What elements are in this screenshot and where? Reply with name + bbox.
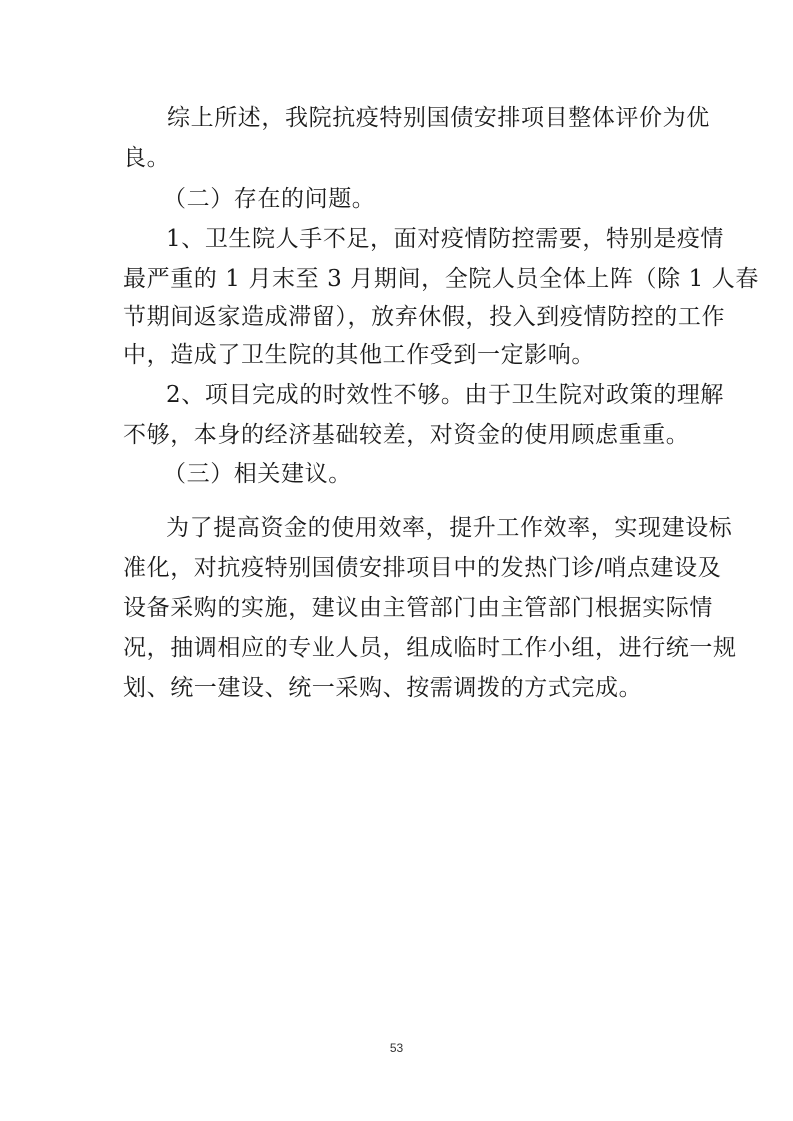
summary-line-2: 良。 xyxy=(123,145,171,171)
problem-2-line-1: 2、项目完成的时效性不够。由于卫生院对政策的理解 xyxy=(166,382,725,408)
suggestion-line-5: 划、统一建设、统一采购、按需调拨的方式完成。 xyxy=(123,675,643,701)
suggestion-line-2: 准化，对抗疫特别国债安排项目中的发热门诊/哨点建设及 xyxy=(123,555,722,581)
problem-1-line-4: 中，造成了卫生院的其他工作受到一定影响。 xyxy=(123,342,595,368)
heading-suggestions: （三）相关建议。 xyxy=(163,461,352,487)
problem-1-line-2: 最严重的 1 月末至 3 月期间，全院人员全体上阵（除 1 人春 xyxy=(123,266,759,292)
problem-1-line-3: 节期间返家造成滞留），放弃休假，投入到疫情防控的工作 xyxy=(123,304,726,330)
heading-problems: （二）存在的问题。 xyxy=(163,186,376,212)
page-number: 53 xyxy=(389,1041,404,1055)
suggestion-line-4: 况，抽调相应的专业人员，组成临时工作小组，进行统一规 xyxy=(123,635,737,661)
suggestion-line-1: 为了提高资金的使用效率，提升工作效率，实现建设标 xyxy=(166,515,733,541)
suggestion-line-3: 设备采购的实施，建议由主管部门由主管部门根据实际情 xyxy=(123,595,713,621)
problem-1-line-1: 1、卫生院人手不足，面对疫情防控需要，特别是疫情 xyxy=(166,226,725,252)
summary-line-1: 综上所述，我院抗疫特别国债安排项目整体评价为优 xyxy=(167,105,710,131)
problem-2-line-2: 不够，本身的经济基础较差，对资金的使用顾虑重重。 xyxy=(123,422,690,448)
